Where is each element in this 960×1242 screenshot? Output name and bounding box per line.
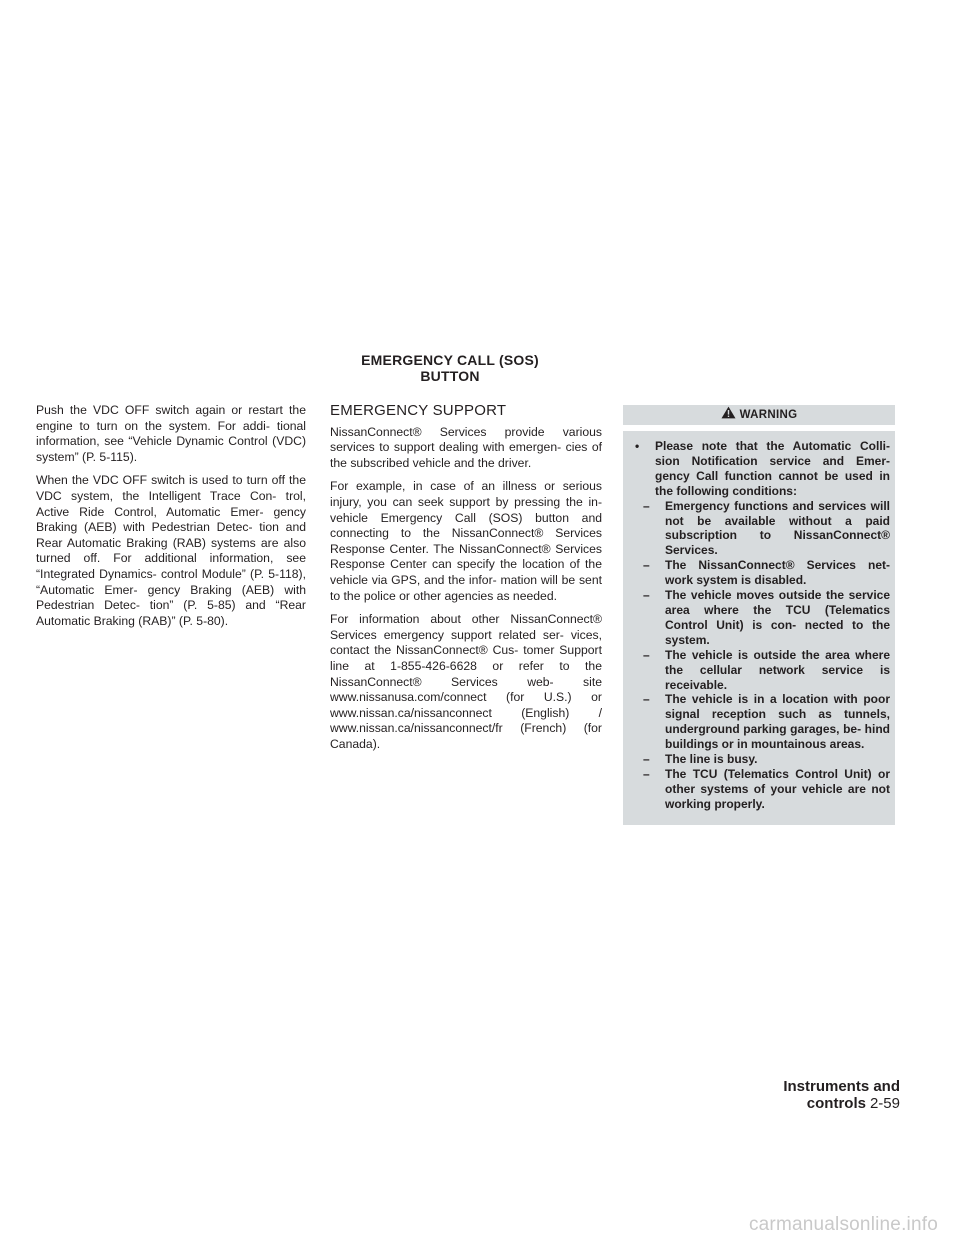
dash-mark: – <box>643 498 650 513</box>
condition-item <box>635 588 890 648</box>
dash-mark: – <box>643 558 650 573</box>
condition-item <box>635 648 890 693</box>
left-column <box>36 403 306 637</box>
condition-text: The vehicle is in a location with poor signal reception such as tunnels, underground parking garages, be- hind buildings or in mountainous areas. <box>665 692 890 752</box>
warning-title: WARNING <box>739 408 798 421</box>
page-number: 2-59 <box>869 1095 900 1112</box>
dash-mark: – <box>643 692 650 707</box>
section-heading: EMERGENCY SUPPORT <box>330 402 507 419</box>
paragraph-example: For example, in case of an illness or serious injury, you can seek support by pressing the in-vehicle Emergency Call (SOS) button and connecting to the NissanConnect® Services Response Center. The NissanConnect® Services Response Center can specify the location of the vehicle via GPS, and the infor- mation will be sent to the police or other agencies as needed. <box>330 479 602 603</box>
watermark[interactable]: carmanualsonline.info <box>748 1214 938 1235</box>
condition-text: The NissanConnect® Services net- work system is disabled. <box>665 558 890 588</box>
dash-mark: – <box>643 647 650 662</box>
condition-item <box>635 558 890 588</box>
condition-item <box>635 767 890 812</box>
warning-content <box>623 431 895 812</box>
page-title: EMERGENCY CALL (SOS) BUTTON <box>361 352 539 384</box>
page-footer <box>740 1078 900 1112</box>
condition-item <box>635 752 890 767</box>
warning-bullet-text: Please note that the Automatic Colli- sion Notification service and Emer- gency Call function cannot be used in the following conditions: <box>655 439 890 498</box>
paragraph-contact: For information about other NissanConnect® Services emergency support related ser- vices, contact the NissanConnect® Cus- tomer Support line at 1-855-426-6628 or refer to the NissanConnect® Services web- site www.nissanusa.com/connect (for U.S.) or www.nissan.ca/nissanconnect (English) / www.nissan.ca/nissanconnect/fr (French) (for Canada). <box>330 612 602 751</box>
warning-box <box>623 405 895 825</box>
condition-text: The line is busy. <box>665 752 758 767</box>
footer-section: Instruments and controls <box>783 1078 900 1112</box>
condition-text: The TCU (Telematics Control Unit) or other systems of your vehicle are not working properly. <box>665 766 890 811</box>
dash-mark: – <box>643 766 650 781</box>
warning-bullet <box>635 439 890 499</box>
middle-column <box>330 403 602 760</box>
paragraph-services: NissanConnect® Services provide various services to support dealing with emergen- cies of the subscribed vehicle and the driver. <box>330 424 602 470</box>
warning-icon <box>721 406 736 424</box>
bullet-mark: • <box>635 439 640 453</box>
warning-banner <box>623 405 895 425</box>
condition-item <box>635 692 890 752</box>
condition-text: The vehicle moves outside the service area where the TCU (Telematics Control Unit) is con- nected to the system. <box>665 588 890 647</box>
paragraph-vdc-restart: Push the VDC OFF switch again or restart the engine to turn on the system. For addi- tional information, see “Vehicle Dynamic Control (VDC) system” (P. 5-115). <box>36 403 306 464</box>
condition-text: Emergency functions and services will not be available without a paid subscription to NissanConnect® Services. <box>665 498 890 558</box>
paragraph-vdc-off-effects: When the VDC OFF switch is used to turn off the VDC system, the Intelligent Trace Con- trol, Active Ride Control, Automatic Emer- gency Braking (AEB) with Pedestrian Detec- tion and Rear Automatic Braking (RAB) systems are also turned off. For additional information, see “Integrated Dynamics- control Module” (P. 5-118), “Automatic Emer- gency Braking (AEB) with Pedestrian Detec- tion” (P. 5-85) and “Rear Automatic Braking (RAB)” (P. 5-80). <box>36 473 306 628</box>
dash-mark: – <box>643 752 650 767</box>
condition-item <box>635 499 890 559</box>
condition-text: The vehicle is outside the area where the cellular network service is receivable. <box>665 647 890 692</box>
dash-mark: – <box>643 588 650 603</box>
